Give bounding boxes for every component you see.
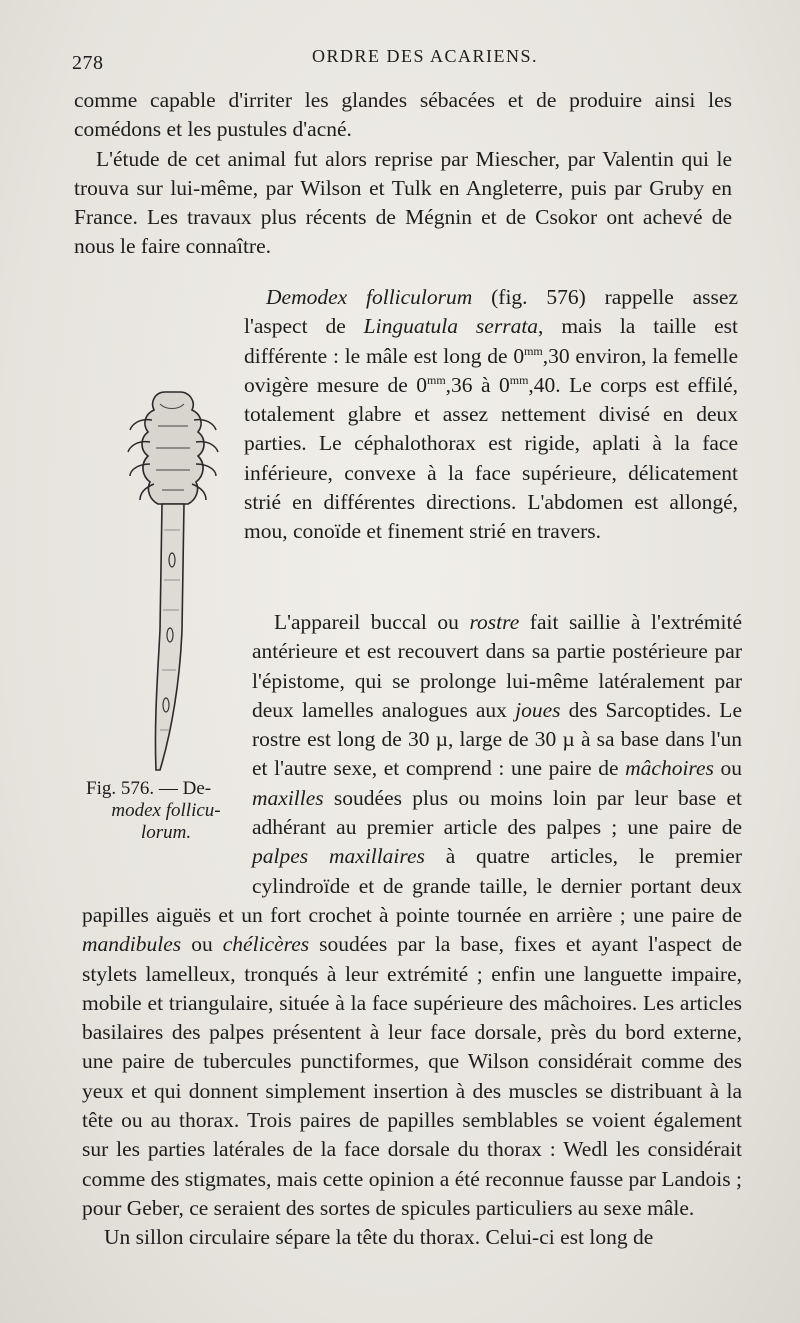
figure-species: modex follicu- lorum. (111, 800, 221, 843)
running-title: ORDRE DES ACARIENS. (311, 46, 539, 66)
mouthparts-description (82, 608, 742, 1253)
species-name: Demodex folliculorum (266, 285, 473, 309)
genus-name: Linguatula serrata (363, 314, 539, 339)
page-number: 278 (72, 52, 104, 74)
paragraph-thorax: Un sillon circulaire sépare la tête du thorax. Celui-ci est long de (104, 1225, 654, 1250)
paragraph-continuation: comme capable d'irriter les glandes sébacées et de produire ainsi les comédons et les pustules d'acné. (74, 88, 732, 142)
intro-text (74, 86, 732, 262)
page-header (72, 44, 738, 78)
paragraph-history: L'étude de cet animal fut alors reprise par Miescher, par Valentin qui le trouva sur lui-même, par Wilson et Tulk en Angleterre, puis par Gruby en France. Les travaux plus récents de Mégnin et de Csokor ont achevé de nous le faire connaître. (74, 146, 732, 259)
paragraph-mouthparts: L'appareil buccal ou rostre fait saillie à l'extrémité antérieure et est recouvert dans sa partie postérieure par l'épistome, qui se prolonge lui-même latéralement par deux lamelles analogues aux joues des Sarcoptides. Le rostre est long de 30 µ, large de 30 µ à sa base dans l'un et l'autre sexe, et comprend : une paire de mâchoires ou maxilles soudées plus ou moins loin par leur base et adhérant au premier article des palpes ; une paire de palpes maxillaires à quatre articles, le premier cylindroïde et de grande taille, le dernier portant deux papilles aiguës et un fort crochet à pointe tournée en arrière ; une paire de mandibules ou chélicères soudées par la base, fixes et ayant l'aspect de stylets lamelleux, tronqués à leur extrémité ; enfin une languette impaire, mobile et triangulaire, située à la face supérieure des mâchoires. Les articles basilaires des palpes présentent à leur face dorsale, près du bord externe, une paire de tubercules punctiformes, que Wilson considérait comme des yeux et qui donnent simplement insertion à des muscles se distribuant à la tête ou au thorax. Trois paires de papilles semblables se voient également sur les parties latérales de la face dorsale du thorax : Wedl les considérait comme des stigmates, mais cette opinion a été reconnue fausse par Landois ; pour Geber, ce seraient des sortes de spicules particuliers au sexe mâle. (82, 610, 743, 1220)
paragraph-species: Demodex folliculorum (fig. 576) rappelle assez l'aspect de Linguatula serrata, mais la taille est différente : le mâle est long de $0^{mm},30$ environ, la femelle ovigère mesure de $0^{mm},36$ à $0^{mm},40$. Le corps est effilé, totalement glabre et assez nettement divisé en deux parties. Le céphalothorax est rigide, aplati à la face inférieure, convexe à la face supérieure, délicatement strié en différentes directions. L'abdomen est allongé, mou, conoïde et finement strié en travers. (244, 285, 738, 544)
figure-label: Fig. 576. — De- (86, 778, 212, 799)
